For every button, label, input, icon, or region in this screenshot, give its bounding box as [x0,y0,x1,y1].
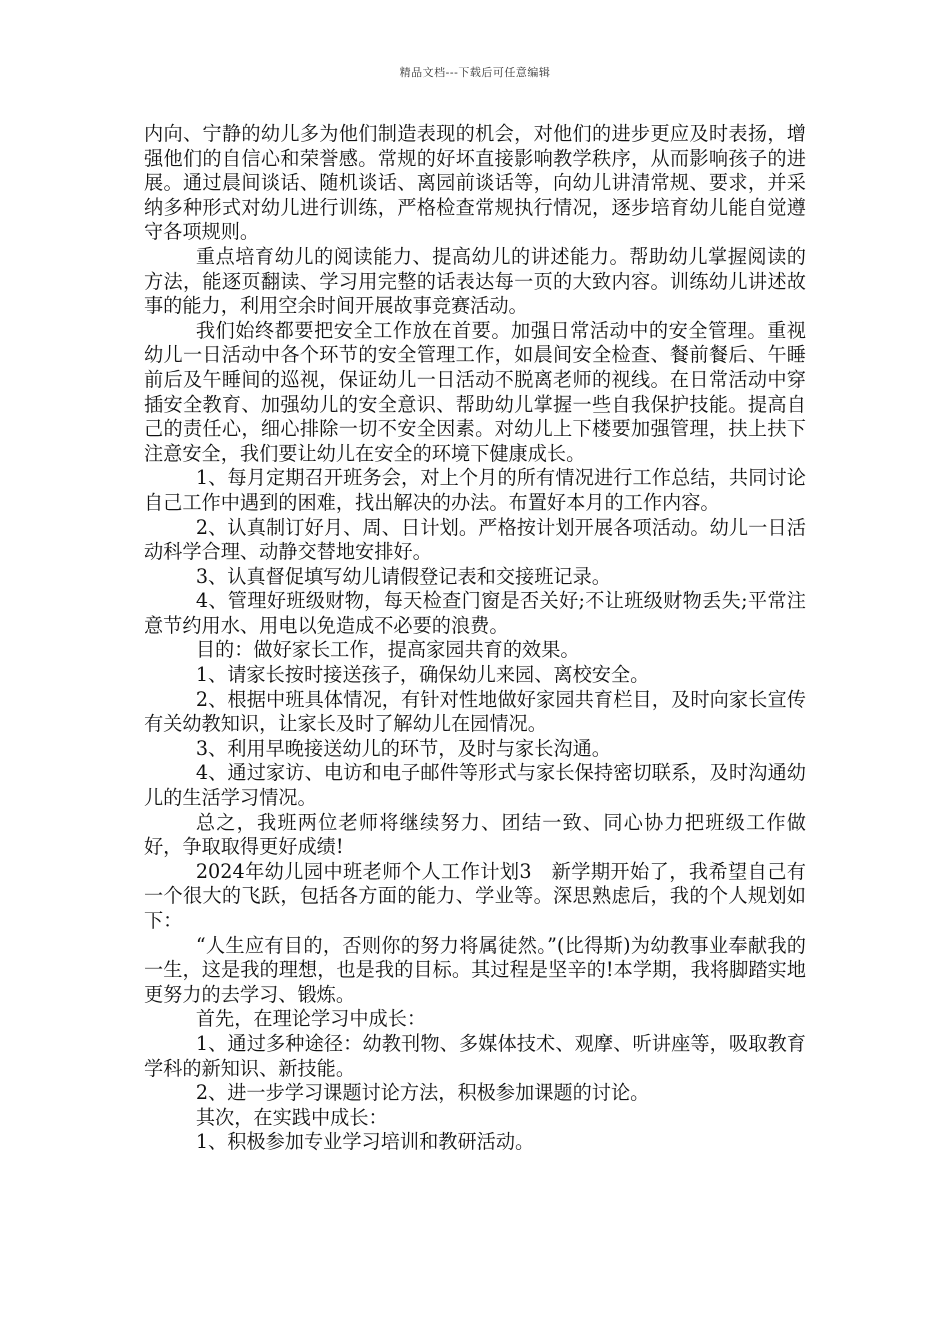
paragraph: 其次，在实践中成长： [195,1105,388,1129]
paragraph: 2、认真制订好月、周、日计划。严格按计划开展各项活动。幼儿一日活动科学合理、动静交替地安排好。 [144,515,806,564]
paragraph: 我们始终都要把安全工作放在首要。加强日常活动中的安全管理。重视幼儿一日活动中各个环节的安全管理工作，如晨间安全检查、餐前餐后、午睡前后及午睡间的巡视，保证幼儿一日活动不脱离老师的视线。在日常活动中穿插安全教育、加强幼儿的安全意识、帮助幼儿掌握一些自我保护技能。提高自己的责任心，细心排除一切不安全因素。对幼儿上下楼要加强管理，扶上扶下注意安全，我们要让幼儿在安全的环境下健康成长。 [144,318,806,465]
paragraph: 目的：做好家长工作，提高家园共育的效果。 [195,638,580,662]
paragraph: 首先，在理论学习中成长： [195,1007,427,1031]
paragraph: 1、请家长按时接送孩子，确保幼儿来园、离校安全。 [195,663,650,687]
paragraph: 1、积极参加专业学习培训和教研活动。 [195,1130,535,1154]
document-body [144,122,806,1155]
paragraph: 2、根据中班具体情况，有针对性地做好家园共育栏目，及时向家长宣传有关幼教知识，让家长及时了解幼儿在园情况。 [144,687,806,736]
paragraph: 重点培育幼儿的阅读能力、提高幼儿的讲述能力。帮助幼儿掌握阅读的方法，能逐页翻读、学习用完整的话表达每一页的大致内容。训练幼儿讲述故事的能力，利用空余时间开展故事竞赛活动。 [144,244,806,318]
paragraph: 4、管理好班级财物，每天检查门窗是否关好;不让班级财物丢失;平常注意节约用水、用电以免造成不必要的浪费。 [144,589,806,637]
paragraph: 1、通过多种途径：幼教刊物、多媒体技术、观摩、听讲座等，吸取教育学科的新知识、新技能。 [144,1031,806,1080]
paragraph: 总之，我班两位老师将继续努力、团结一致、同心协力把班级工作做好，争取取得更好成绩! [144,810,806,859]
page-header: 精品文档---下载后可任意编辑 [399,66,551,79]
paragraph: 2、进一步学习课题讨论方法，积极参加课题的讨论。 [195,1081,650,1105]
paragraph: “人生应有目的，否则你的努力将属徒然。”(比得斯)为幼教事业奉献我的一生，这是我的理想，也是我的目标。其过程是坚辛的!本学期，我将脚踏实地更努力的去学习、锻炼。 [144,933,806,1006]
paragraph: 内向、宁静的幼儿多为他们制造表现的机会，对他们的进步更应及时表扬，增强他们的自信心和荣誉感。常规的好坏直接影响教学秩序，从而影响孩子的进展。通过晨间谈话、随机谈话、离园前谈话等，向幼儿讲清常规、要求，并采纳多种形式对幼儿进行训练，严格检查常规执行情况，逐步培育幼儿能自觉遵守各项规则。 [144,122,806,244]
paragraph: 3、认真督促填写幼儿请假登记表和交接班记录。 [195,564,611,588]
paragraph: 3、利用早晚接送幼儿的环节，及时与家长沟通。 [195,736,611,760]
paragraph: 1、每月定期召开班务会，对上个月的所有情况进行工作总结，共同讨论自己工作中遇到的困难，找出解决的办法。布置好本月的工作内容。 [144,466,806,514]
paragraph: 2024年幼儿园中班老师个人工作计划3 新学期开始了，我希望自己有一个很大的飞跃，包括各方面的能力、学业等。深思熟虑后，我的个人规划如下： [144,859,806,932]
paragraph: 4、通过家访、电访和电子邮件等形式与家长保持密切联系，及时沟通幼儿的生活学习情况。 [144,761,806,810]
